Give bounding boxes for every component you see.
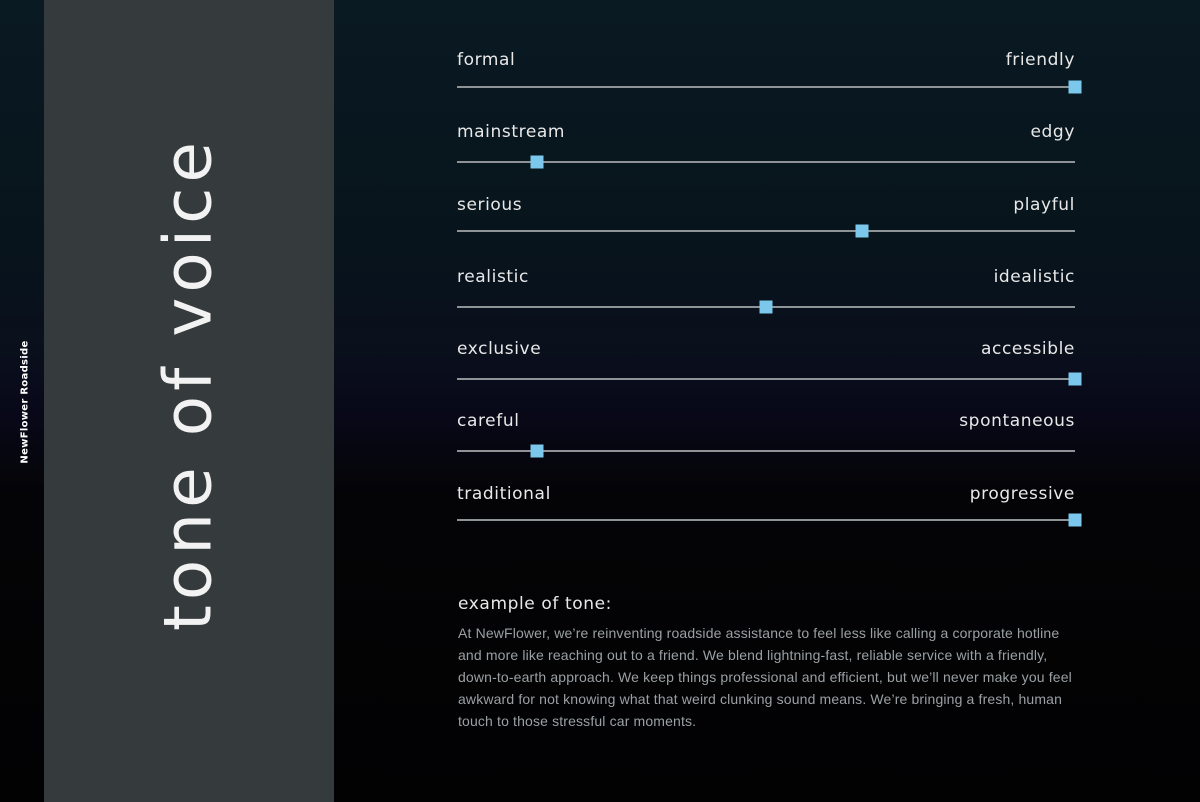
slider-left-label: mainstream: [457, 122, 566, 142]
slider-track[interactable]: [457, 86, 1075, 88]
example-section: [458, 594, 1078, 732]
slider-right-label: spontaneous: [959, 411, 1075, 431]
slider-thumb[interactable]: [1069, 373, 1082, 386]
slider-thumb[interactable]: [1069, 81, 1082, 94]
brand-label: NewFlower Roadside: [19, 340, 31, 464]
slider-track[interactable]: [457, 161, 1075, 163]
brand-strip: [0, 0, 44, 802]
slider-exclusive-accessible: [457, 339, 1075, 399]
slider-left-label: exclusive: [457, 339, 542, 359]
example-heading: example of tone:: [458, 594, 612, 614]
slider-right-label: accessible: [981, 339, 1075, 359]
slider-thumb[interactable]: [531, 445, 544, 458]
slider-track[interactable]: [457, 378, 1075, 380]
slider-left-label: serious: [457, 195, 523, 215]
slider-right-label: playful: [1013, 195, 1075, 215]
slider-left-label: careful: [457, 411, 520, 431]
slider-right-label: friendly: [1005, 50, 1075, 70]
slider-thumb[interactable]: [531, 156, 544, 169]
example-body: At NewFlower, we’re reinventing roadside assistance to feel less like calling a corporate hotline and more like reaching out to a friend. We blend lightning-fast, reliable service with a friendly, down-to-earth approach. We keep things professional and efficient, but we’ll never make you feel awkward for not knowing what that weird clunking sound means. We’re bringing a fresh, human touch to those stressful car moments.: [458, 625, 1072, 729]
slider-track[interactable]: [457, 230, 1075, 232]
slider-formal-friendly: [457, 50, 1075, 110]
page-title: tone of voice: [149, 137, 227, 631]
slider-left-label: formal: [457, 50, 516, 70]
slider-careful-spontaneous: [457, 411, 1075, 471]
slider-track[interactable]: [457, 519, 1075, 521]
slider-right-label: idealistic: [993, 267, 1075, 287]
slider-serious-playful: [457, 195, 1075, 255]
slider-mainstream-edgy: [457, 122, 1075, 182]
slider-traditional-progressive: [457, 484, 1075, 544]
slider-thumb[interactable]: [855, 225, 868, 238]
slider-right-label: edgy: [1030, 122, 1075, 142]
slider-right-label: progressive: [969, 484, 1075, 504]
slider-track[interactable]: [457, 450, 1075, 452]
slider-thumb[interactable]: [1069, 514, 1082, 527]
slider-thumb[interactable]: [760, 301, 773, 314]
slider-realistic-idealistic: [457, 267, 1075, 327]
title-panel: [44, 0, 334, 802]
slider-left-label: realistic: [457, 267, 529, 287]
slider-left-label: traditional: [457, 484, 551, 504]
